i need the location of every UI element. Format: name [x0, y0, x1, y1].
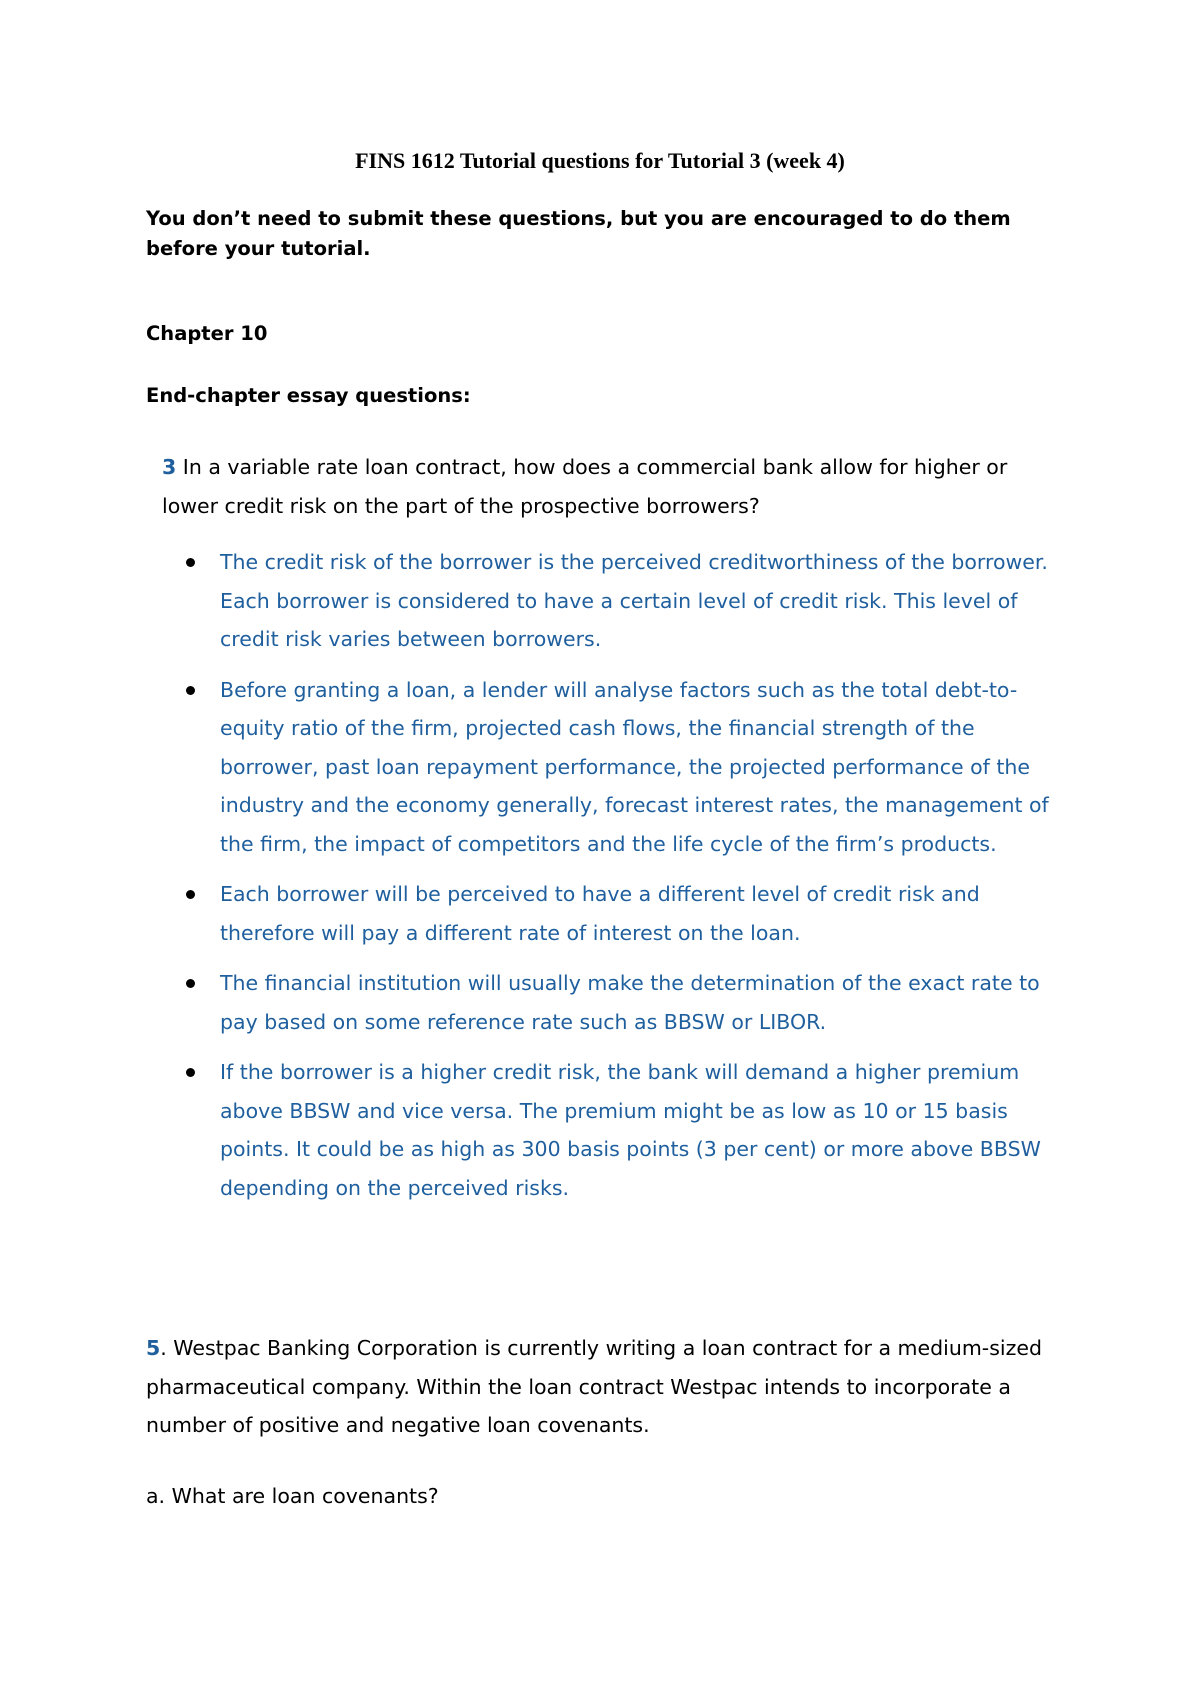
answer-bullet	[180, 543, 1060, 659]
question-3-text: In a variable rate loan contract, how does a commercial bank allow for higher or lower credit risk on the part of the prospective borrowers?	[162, 455, 1008, 518]
answer-text: The financial institution will usually make the determination of the exact rate to pay based on some reference rate such as BBSW or LIBOR.	[220, 971, 1040, 1034]
question-3	[162, 448, 1062, 526]
question-5-number: 5	[146, 1336, 161, 1360]
question-5-part-a: a. What are loan covenants?	[146, 1484, 439, 1508]
answer-bullet	[180, 1053, 1060, 1207]
answer-text: If the borrower is a higher credit risk, the bank will demand a higher premium above BBSW and vice versa. The premium might be as low as 10 or 15 basis points. It could be as high as 300 basis points (3 per cent) or more above BBSW depending on the perceived risks.	[220, 1060, 1041, 1200]
bullet-icon	[186, 686, 195, 695]
question-3-number: 3	[162, 455, 177, 479]
bullet-icon	[186, 979, 195, 988]
answer-bullet	[180, 964, 1060, 1041]
bullet-icon	[186, 1068, 195, 1077]
answer-text: Each borrower will be perceived to have a different level of credit risk and therefore will pay a different rate of interest on the loan.	[220, 882, 980, 945]
page-title: FINS 1612 Tutorial questions for Tutorial 3 (week 4)	[355, 148, 845, 173]
question-5	[146, 1329, 1046, 1445]
essay-questions-heading: End-chapter essay questions:	[146, 384, 471, 407]
answer-bullet	[180, 875, 1060, 952]
question-5-text: . Westpac Banking Corporation is currently writing a loan contract for a medium-sized pharmaceutical company. Within the loan contract Westpac intends to incorporate a number of positive and negative loan covenants.	[146, 1336, 1042, 1437]
bullet-icon	[186, 890, 195, 899]
chapter-heading: Chapter 10	[146, 322, 268, 345]
bullet-icon	[186, 558, 195, 567]
answer-text: The credit risk of the borrower is the perceived creditworthiness of the borrower. Each borrower is considered to have a certain level of credit risk. This level of credit risk varies between borrowers.	[220, 550, 1048, 651]
answer-text: Before granting a loan, a lender will analyse factors such as the total debt-to-equity ratio of the firm, projected cash flows, the financial strength of the borrower, past loan repayment performance, the projected performance of the industry and the economy generally, forecast interest rates, the management of the firm, the impact of competitors and the life cycle of the firm’s products.	[220, 677, 1049, 856]
question-3-answer-list	[180, 543, 1060, 1219]
intro-note: You don’t need to submit these questions, but you are encouraged to do them before your tutorial.	[146, 207, 1011, 260]
answer-bullet	[180, 671, 1060, 864]
